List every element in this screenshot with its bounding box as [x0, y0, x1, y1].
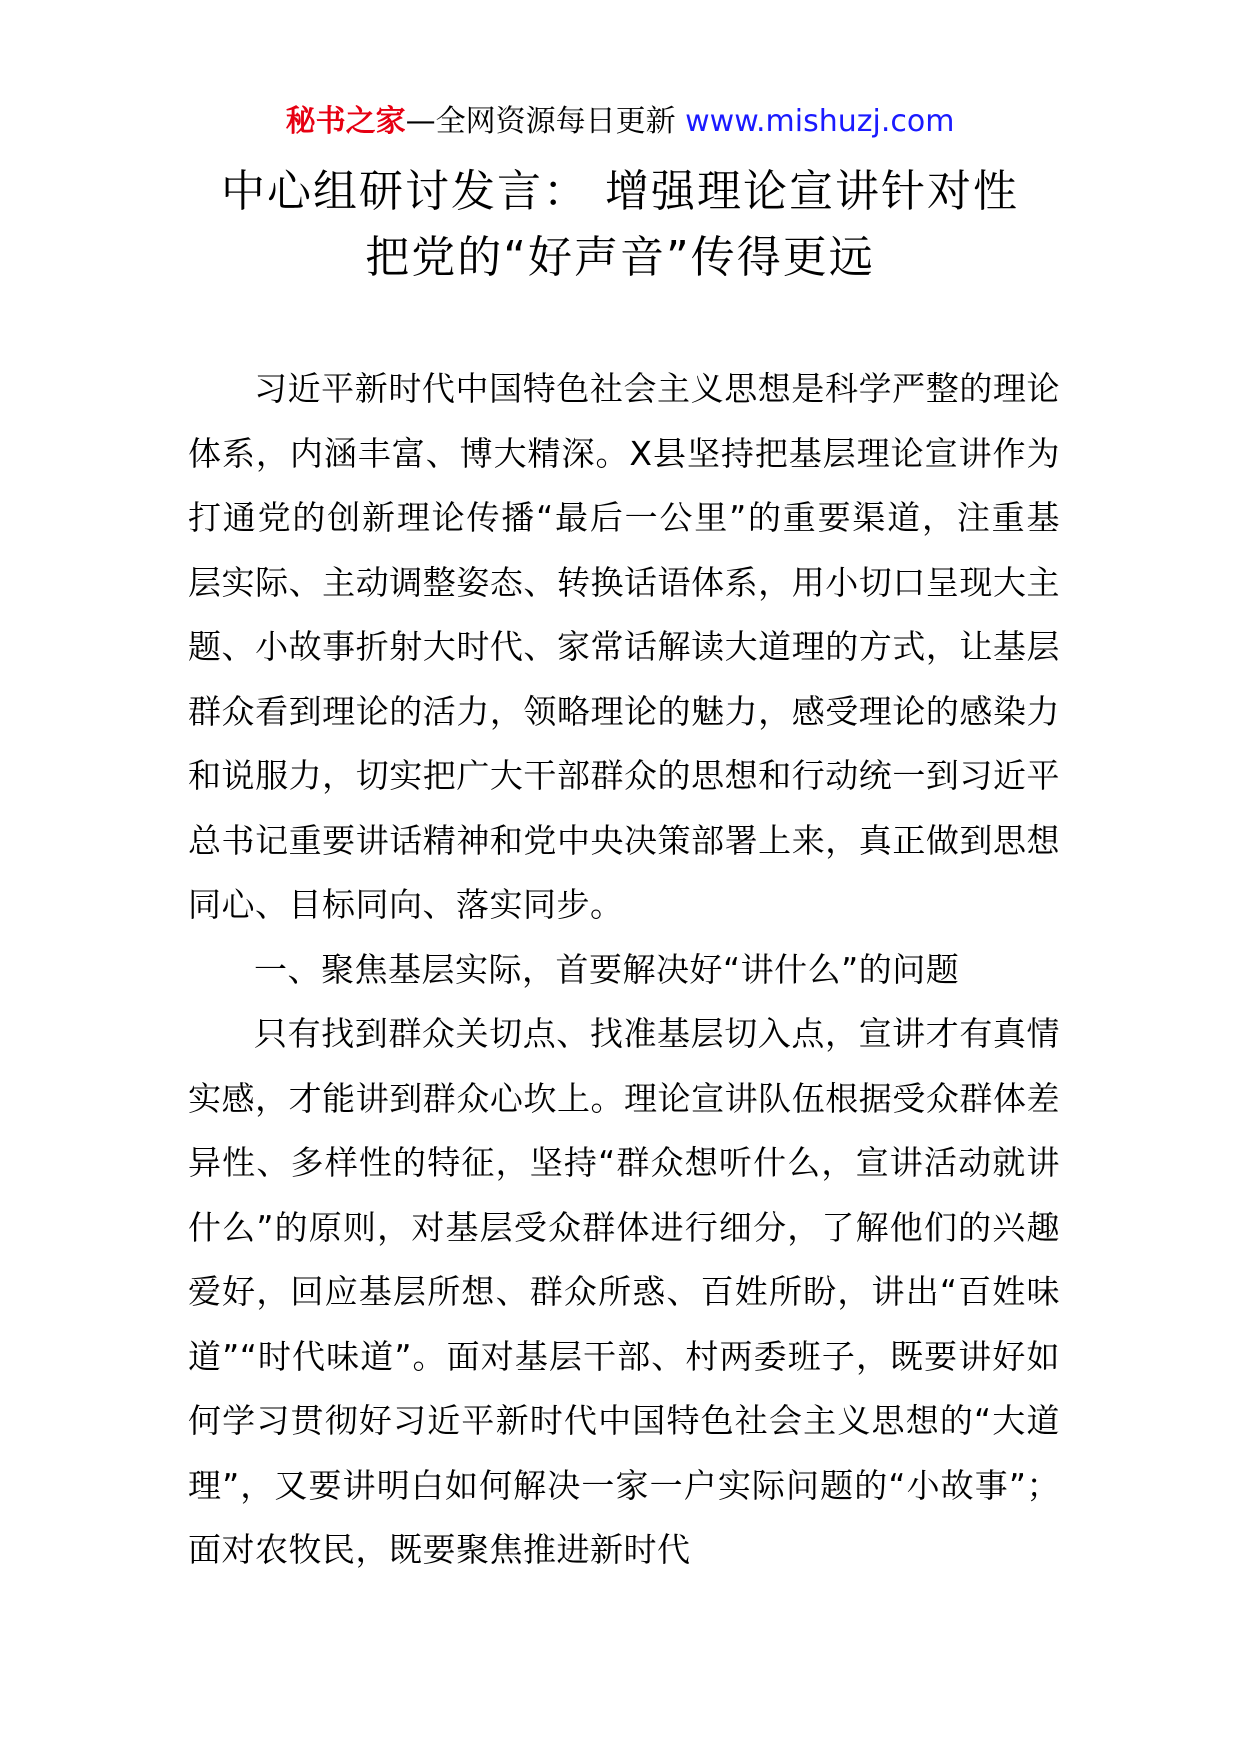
body-paragraph: 习近平新时代中国特色社会主义思想是科学严整的理论体系，内涵丰富、博大精深。X县坚持把基层理论宣讲作为打通党的创新理论传播“最后一公里”的重要渠道，注重基层实际、主动调整姿态、转换话语体系，用小切口呈现大主题、小故事折射大时代、家常话解读大道理的方式，让基层群众看到理论的活力，领略理论的魅力，感受理论的感染力和说服力，切实把广大干部群众的思想和行动统一到习近平总书记重要讲话精神和党中央决策部署上来，真正做到思想同心、目标同向、落实同步。	[188, 369, 1060, 924]
document-body	[188, 357, 1060, 1583]
document-title-line-1: 中心组研讨发言： 增强理论宣讲针对性	[221, 166, 1019, 217]
document-title-line-2: 把党的“好声音”传得更远	[365, 232, 875, 283]
section-heading: 一、聚焦基层实际，首要解决好“讲什么”的问题	[254, 949, 960, 989]
brand-name: 秘书之家	[285, 104, 406, 139]
site-header	[0, 100, 1240, 144]
site-url-link[interactable]: www.mishuzj.com	[685, 104, 955, 139]
header-tagline: —全网资源每日更新	[405, 104, 686, 139]
body-paragraph: 只有找到群众关切点、找准基层切入点，宣讲才有真情实感，才能讲到群众心坎上。理论宣讲队伍根据受众群体差异性、多样性的特征，坚持“群众想听什么，宣讲活动就讲什么”的原则，对基层受众群体进行细分，了解他们的兴趣爱好，回应基层所想、群众所惑、百姓所盼，讲出“百姓味道”“时代味道”。面对基层干部、村两委班子，既要讲好如何学习贯彻好习近平新时代中国特色社会主义思想的“大道理”，又要讲明白如何解决一家一户实际问题的“小故事”；面对农牧民，既要聚焦推进新时代	[188, 1014, 1060, 1569]
